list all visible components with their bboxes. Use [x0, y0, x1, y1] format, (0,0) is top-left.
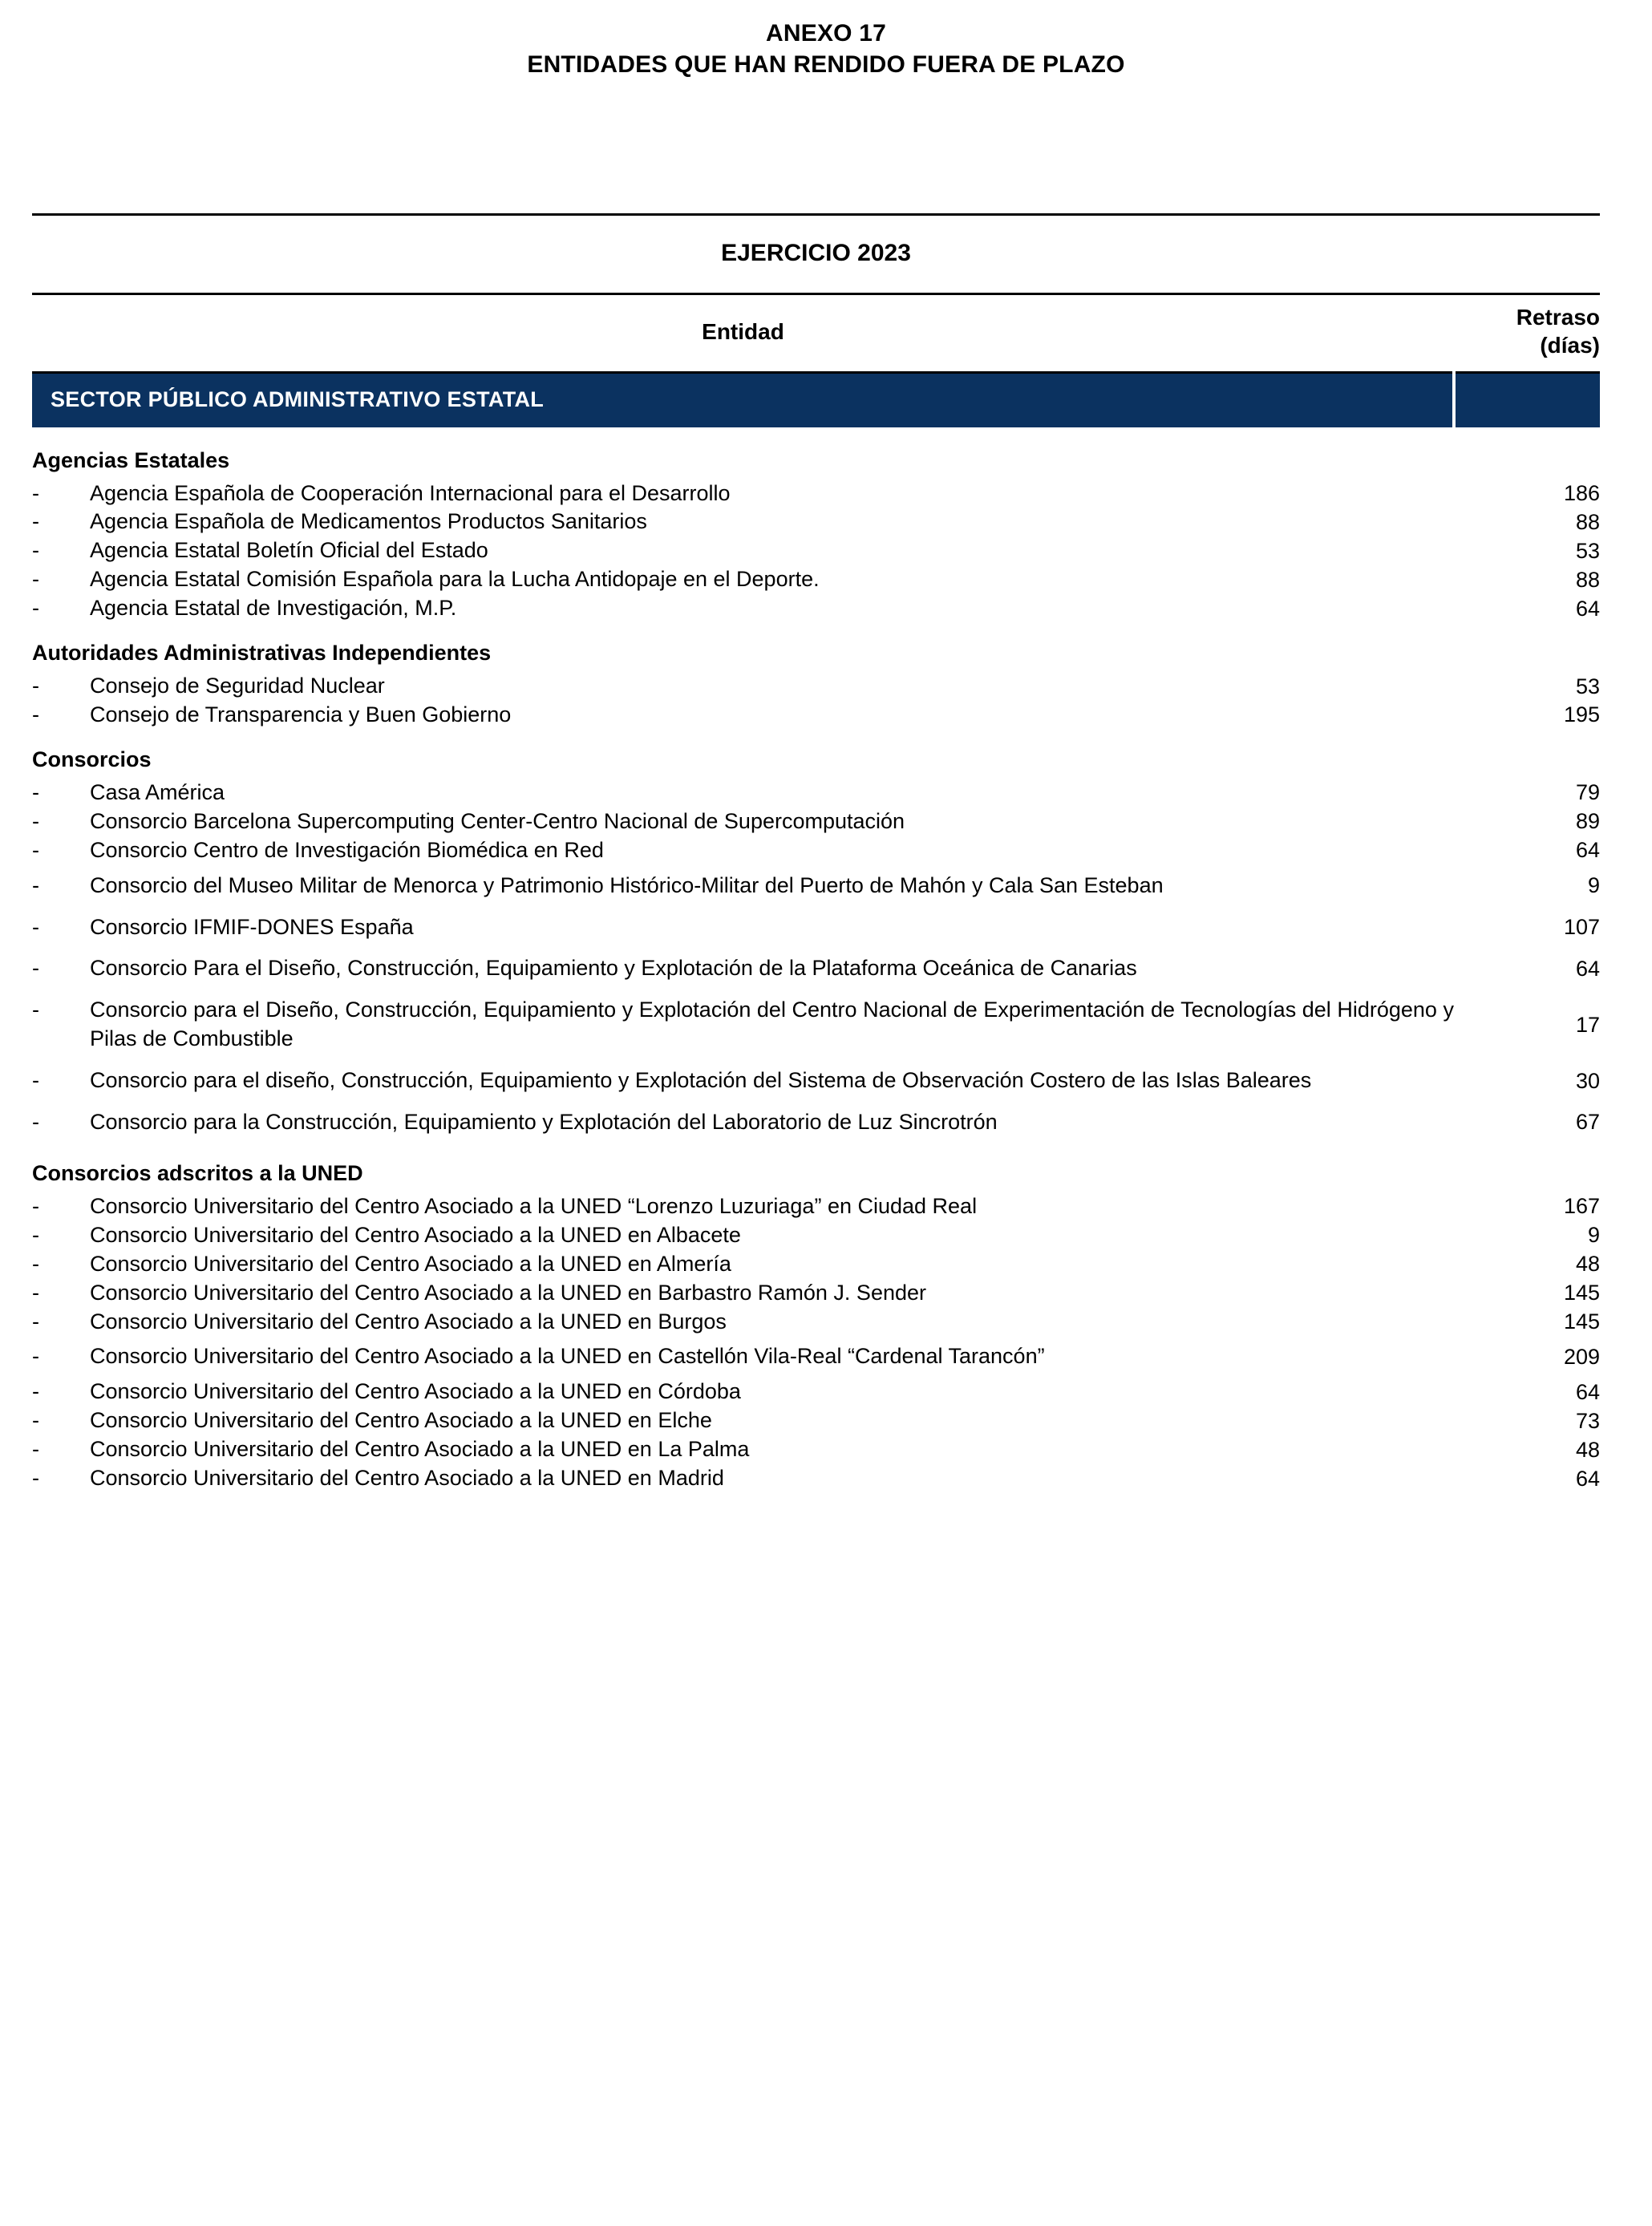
table-row — [32, 508, 1600, 536]
group-header-row — [32, 730, 1600, 779]
delay-days-value: 64 — [1575, 1466, 1600, 1491]
entity-line — [32, 1378, 1454, 1406]
group-header-spacer — [1454, 623, 1600, 672]
table-row — [32, 1250, 1600, 1279]
entity-cell — [32, 701, 1454, 730]
delay-days-value: 9 — [1587, 1223, 1600, 1248]
group-header-row — [32, 1143, 1600, 1192]
table-row — [32, 1378, 1600, 1406]
entity-line — [32, 1221, 1454, 1250]
entity-cell — [32, 865, 1454, 907]
table-row — [32, 990, 1600, 1060]
entity-name: Consorcio Barcelona Supercomputing Center-Centro Nacional de Supercomputación — [90, 808, 905, 833]
delay-days-value: 17 — [1575, 1012, 1600, 1037]
entity-name: Consorcio Universitario del Centro Asociado a la UNED en Barbastro Ramón J. Sender — [90, 1280, 926, 1305]
entity-name: Casa América — [90, 779, 225, 804]
table-row — [32, 907, 1600, 949]
page-title — [0, 0, 1652, 80]
bullet-dash: - — [32, 998, 39, 1022]
entity-name: Consorcio Universitario del Centro Asociado a la UNED en Almería — [90, 1251, 731, 1276]
bullet-dash: - — [32, 956, 39, 981]
entity-line — [32, 807, 1454, 836]
delay-days-value: 195 — [1563, 702, 1600, 727]
group-header-label: Consorcios — [32, 747, 152, 771]
entity-name: Agencia Española de Medicamentos Productos Sanitarios — [90, 509, 647, 534]
entity-cell — [32, 594, 1454, 623]
entity-cell — [32, 1406, 1454, 1435]
entity-line — [32, 1066, 1454, 1095]
entity-name: Agencia Estatal Comisión Española para la Lucha Antidopaje en el Deporte. — [90, 567, 820, 592]
entity-line — [32, 1108, 1454, 1137]
table-row — [32, 1060, 1600, 1102]
exercise-year: EJERCICIO 2023 — [721, 240, 911, 266]
entity-name: Consorcio para el diseño, Construcción, Equipamiento y Explotación del Sistema de Observación Costero de las Islas Baleares — [90, 1068, 1312, 1093]
delay-days-value: 30 — [1575, 1068, 1600, 1093]
group-header-spacer — [1454, 429, 1600, 480]
bullet-dash: - — [32, 567, 39, 592]
entity-cell — [32, 907, 1454, 949]
entity-cell — [32, 779, 1454, 807]
section-header-spacer — [1454, 372, 1600, 429]
entity-name: Consorcio para la Construcción, Equipamiento y Explotación del Laboratorio de Luz Sincrotrón — [90, 1110, 998, 1135]
bullet-dash: - — [32, 1344, 39, 1369]
bullet-dash: - — [32, 480, 39, 505]
delay-days-value: 48 — [1575, 1437, 1600, 1462]
table-row — [32, 1279, 1600, 1308]
table-row — [32, 536, 1600, 565]
entity-line — [32, 1342, 1454, 1371]
entity-name: Agencia Estatal de Investigación, M.P. — [90, 596, 457, 621]
entity-cell — [32, 836, 1454, 865]
entity-line — [32, 1250, 1454, 1279]
delay-days-value: 167 — [1563, 1194, 1600, 1219]
entity-cell — [32, 672, 1454, 701]
entity-line — [32, 1406, 1454, 1435]
bullet-dash: - — [32, 1309, 39, 1334]
entity-line — [32, 594, 1454, 623]
entity-line — [32, 565, 1454, 594]
entity-cell — [32, 536, 1454, 565]
delay-days-value: 64 — [1575, 1379, 1600, 1404]
column-header-delay-label: Retraso — [1516, 305, 1600, 330]
table-row — [32, 948, 1600, 990]
bullet-dash: - — [32, 914, 39, 939]
entity-name: Consorcio Para el Diseño, Construcción, Equipamiento y Explotación de la Plataforma Oceánica de Canarias — [90, 956, 1137, 981]
entity-line — [32, 1308, 1454, 1337]
entity-cell — [32, 565, 1454, 594]
group-header-row — [32, 623, 1600, 672]
entity-line — [32, 996, 1454, 1054]
entity-line — [32, 1435, 1454, 1464]
column-header-entity: Entidad — [32, 295, 1454, 372]
group-header-spacer — [1454, 730, 1600, 779]
entity-name: Agencia Española de Cooperación Internacional para el Desarrollo — [90, 480, 731, 505]
table-row — [32, 565, 1600, 594]
group-header-row — [32, 429, 1600, 480]
entity-line — [32, 1464, 1454, 1493]
delay-days-value: 53 — [1575, 538, 1600, 563]
entity-name: Consorcio Universitario del Centro Asociado a la UNED en Córdoba — [90, 1379, 741, 1404]
table-row — [32, 480, 1600, 508]
bullet-dash: - — [32, 674, 39, 698]
bullet-dash: - — [32, 1408, 39, 1433]
bullet-dash: - — [32, 1251, 39, 1276]
bullet-dash: - — [32, 509, 39, 534]
entity-line — [32, 913, 1454, 942]
entity-line — [32, 672, 1454, 701]
entity-name: Consorcio IFMIF-DONES España — [90, 914, 414, 939]
table-header-row — [32, 295, 1600, 372]
delay-days-value: 67 — [1575, 1110, 1600, 1135]
delay-days-value: 64 — [1575, 596, 1600, 621]
entity-cell — [32, 1250, 1454, 1279]
delay-days-value: 107 — [1563, 914, 1600, 939]
bullet-dash: - — [32, 1379, 39, 1404]
entity-cell — [32, 807, 1454, 836]
bullet-dash: - — [32, 1068, 39, 1093]
entity-cell — [32, 1435, 1454, 1464]
entity-cell — [32, 1221, 1454, 1250]
table-row — [32, 1435, 1600, 1464]
page-title-subtitle: ENTIDADES QUE HAN RENDIDO FUERA DE PLAZO — [527, 51, 1125, 78]
entity-name: Consorcio del Museo Militar de Menorca y Patrimonio Histórico-Militar del Puerto de Mahón y Cala San Esteban — [90, 872, 1164, 897]
bullet-dash: - — [32, 1222, 39, 1247]
delay-days-value: 88 — [1575, 509, 1600, 534]
table-body — [32, 372, 1600, 1493]
page-title-anexo: ANEXO 17 — [766, 20, 886, 47]
entity-name: Consorcio para el Diseño, Construcción, Equipamiento y Explotación del Centro Nacional de Experimentación de Tecnologías del Hidrógeno y Pilas de Combustible — [90, 998, 1454, 1051]
entity-cell — [32, 1464, 1454, 1493]
entities-table — [32, 295, 1600, 1493]
table-row — [32, 1336, 1600, 1378]
bullet-dash: - — [32, 1110, 39, 1135]
entity-cell — [32, 480, 1454, 508]
entity-line — [32, 701, 1454, 730]
entity-name: Consorcio Universitario del Centro Asociado a la UNED en Elche — [90, 1408, 712, 1433]
table-row — [32, 865, 1600, 907]
delay-days-value: 209 — [1563, 1344, 1600, 1369]
entity-line — [32, 480, 1454, 508]
delay-days-value: 64 — [1575, 838, 1600, 863]
bullet-dash: - — [32, 808, 39, 833]
bullet-dash: - — [32, 702, 39, 726]
entity-name: Agencia Estatal Boletín Oficial del Estado — [90, 538, 488, 563]
entity-cell — [32, 1308, 1454, 1337]
bullet-dash: - — [32, 1193, 39, 1218]
entity-cell — [32, 1192, 1454, 1221]
entity-line — [32, 536, 1454, 565]
entity-line — [32, 1279, 1454, 1308]
entity-name: Consejo de Seguridad Nuclear — [90, 674, 385, 698]
entity-name: Consejo de Transparencia y Buen Gobierno — [90, 702, 512, 726]
entity-cell — [32, 948, 1454, 990]
entity-cell — [32, 1336, 1454, 1378]
table-row — [32, 1221, 1600, 1250]
delay-days-value: 145 — [1563, 1309, 1600, 1334]
delay-days-value: 9 — [1587, 873, 1600, 898]
table-row — [32, 594, 1600, 623]
delay-days-value: 79 — [1575, 780, 1600, 805]
delay-days-value: 89 — [1575, 809, 1600, 834]
entity-name: Consorcio Universitario del Centro Asociado a la UNED en Madrid — [90, 1466, 724, 1491]
table-head — [32, 295, 1600, 372]
entity-cell — [32, 1279, 1454, 1308]
group-header-spacer — [1454, 1143, 1600, 1192]
entity-cell — [32, 1102, 1454, 1143]
entity-line — [32, 1192, 1454, 1221]
table-row — [32, 836, 1600, 865]
table-row — [32, 1406, 1600, 1435]
table-row — [32, 701, 1600, 730]
entity-cell — [32, 508, 1454, 536]
entity-cell — [32, 1060, 1454, 1102]
section-header-label: SECTOR PÚBLICO ADMINISTRATIVO ESTATAL — [32, 372, 1454, 429]
entity-name: Consorcio Universitario del Centro Asociado a la UNED en Albacete — [90, 1222, 741, 1247]
entity-name: Consorcio Universitario del Centro Asociado a la UNED en La Palma — [90, 1437, 750, 1462]
delay-days-value: 186 — [1563, 480, 1600, 505]
delay-days-value: 73 — [1575, 1408, 1600, 1433]
column-header-delay-unit: (días) — [1540, 333, 1600, 358]
bullet-dash: - — [32, 779, 39, 804]
entity-cell — [32, 990, 1454, 1060]
table-row — [32, 1102, 1600, 1143]
bullet-dash: - — [32, 1280, 39, 1305]
bullet-dash: - — [32, 538, 39, 563]
entity-name: Consorcio Universitario del Centro Asociado a la UNED en Castellón Vila-Real “Cardenal Tarancón” — [90, 1344, 1045, 1369]
entity-line — [32, 836, 1454, 865]
group-header-label: Autoridades Administrativas Independientes — [32, 641, 492, 666]
delay-days-value: 145 — [1563, 1281, 1600, 1305]
table-row — [32, 1192, 1600, 1221]
table-row — [32, 1464, 1600, 1493]
section-header-row — [32, 372, 1600, 429]
entity-line — [32, 508, 1454, 536]
delay-days-value: 88 — [1575, 567, 1600, 592]
group-header-label: Agencias Estatales — [32, 447, 230, 472]
entity-name: Consorcio Universitario del Centro Asociado a la UNED “Lorenzo Luzuriaga” en Ciudad Real — [90, 1193, 978, 1218]
column-header-delay — [1454, 295, 1600, 372]
entity-name: Consorcio Universitario del Centro Asociado a la UNED en Burgos — [90, 1309, 727, 1334]
group-header-label: Consorcios adscritos a la UNED — [32, 1160, 363, 1185]
delay-days-value: 53 — [1575, 674, 1600, 698]
entity-name: Consorcio Centro de Investigación Biomédica en Red — [90, 837, 604, 862]
delay-days-value: 48 — [1575, 1252, 1600, 1277]
delay-days-value: 64 — [1575, 956, 1600, 981]
bullet-dash: - — [32, 837, 39, 862]
bullet-dash: - — [32, 1466, 39, 1491]
table-row — [32, 672, 1600, 701]
table-row — [32, 807, 1600, 836]
bullet-dash: - — [32, 1437, 39, 1462]
table-row — [32, 779, 1600, 807]
table-row — [32, 1308, 1600, 1337]
entity-line — [32, 872, 1454, 901]
entity-line — [32, 779, 1454, 807]
bullet-dash: - — [32, 872, 39, 897]
bullet-dash: - — [32, 596, 39, 621]
entity-cell — [32, 1378, 1454, 1406]
entity-line — [32, 954, 1454, 983]
